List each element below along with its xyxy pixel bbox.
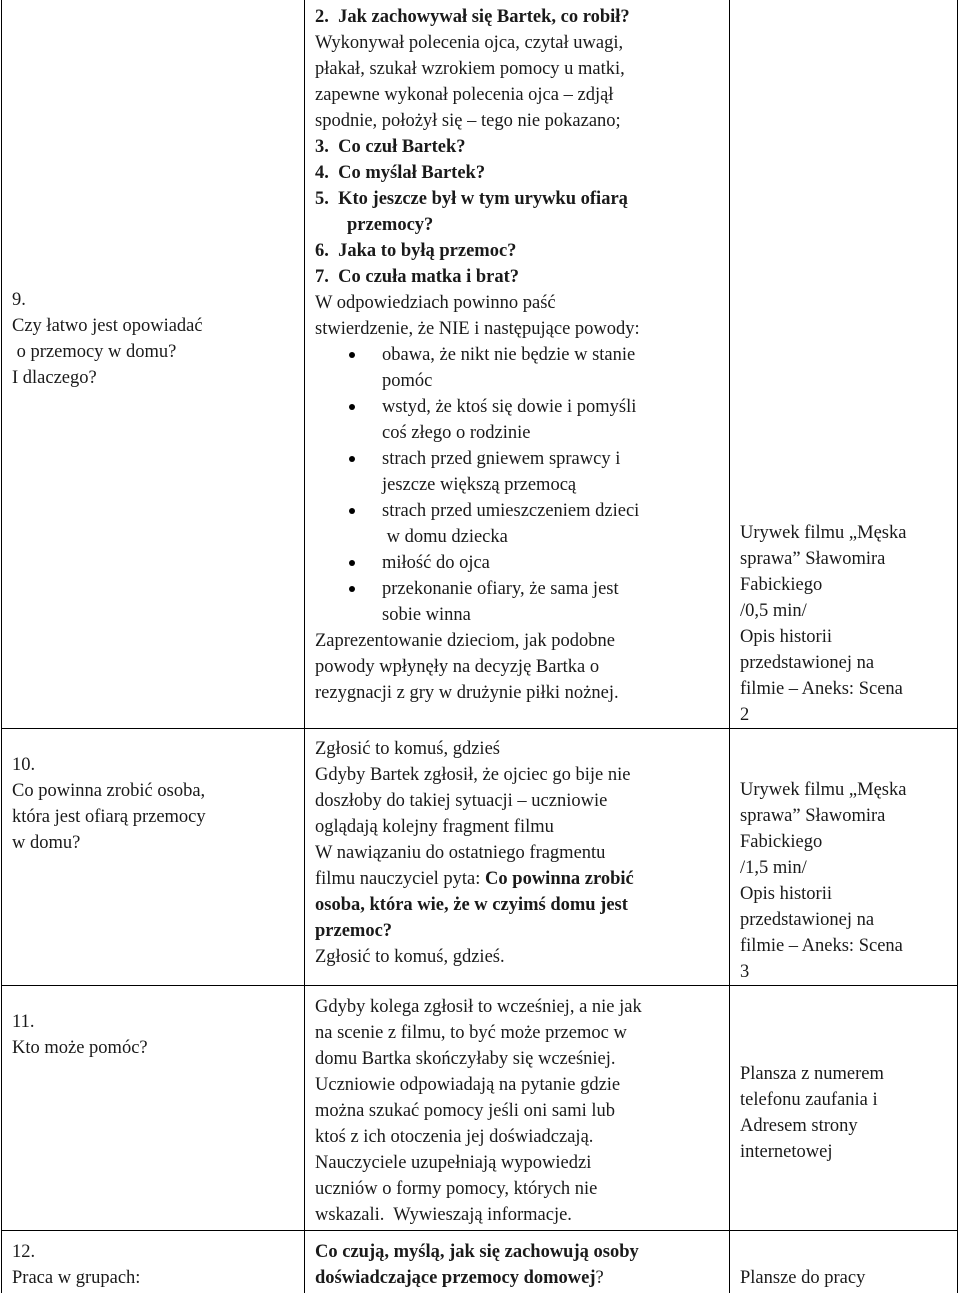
reason-line: strach przed umieszczeniem dzieci (382, 501, 640, 521)
bullet-icon (349, 586, 355, 592)
reason-line: jeszcze większą przemocą (382, 475, 577, 495)
reason-line: strach przed gniewem sprawcy i (382, 449, 621, 469)
material-line: internetowej (740, 1142, 833, 1162)
material-line: filmie – Aneks: Scena (740, 936, 903, 956)
summary-line: powody wpłynęły na decyzję Bartka o (315, 657, 600, 677)
reason-line: sobie winna (382, 605, 471, 625)
row-11-number: 11. (12, 1012, 35, 1032)
content-line: domu Bartka skończyłaby się wcześniej. (315, 1049, 616, 1069)
table-border-right (957, 0, 958, 1293)
content-line: na scenie z filmu, to być może przemoc w (315, 1023, 627, 1043)
content-line: Nauczyciele uzupełniają wypowiedzi (315, 1153, 592, 1173)
content-line: doszłoby do takiej sytuacji – uczniowie (315, 791, 608, 811)
reason-line: pomóc (382, 371, 433, 391)
question-2: 2. Jak zachowywał się Bartek, co robił? (315, 7, 630, 27)
row-12-materials (740, 1265, 865, 1291)
row-12-topic (12, 1239, 140, 1291)
material-line: przedstawionej na (740, 910, 875, 930)
material-line: sprawa” Sławomira (740, 806, 886, 826)
row-9-content (315, 4, 640, 706)
content-line: Uczniowie odpowiadają na pytanie gdzie (315, 1075, 621, 1095)
teacher-question-prefix: filmu nauczyciel pyta: (315, 869, 486, 889)
reason-list-item (315, 446, 640, 498)
group-task-line: Co czują, myślą, jak się zachowują osoby (315, 1242, 639, 1262)
group-task-line (315, 1265, 639, 1291)
content-line: oglądają kolejny fragment filmu (315, 817, 554, 837)
table-border-left (1, 0, 2, 1293)
material-line: /1,5 min/ (740, 858, 807, 878)
reason-list-item (315, 394, 640, 446)
answer-line: zapewne wykonał polecenia ojca – zdjął (315, 85, 614, 105)
content-line: Zgłosić to komuś, gdzieś (315, 739, 500, 759)
material-line: /0,5 min/ (740, 601, 807, 621)
material-line: Fabickiego (740, 575, 823, 595)
question-5-cont: przemocy? (347, 215, 434, 235)
material-line: Plansze do pracy (740, 1268, 866, 1288)
reason-list-item (315, 498, 640, 550)
bullet-icon (349, 560, 355, 566)
material-line: Urywek filmu „Męska (740, 523, 907, 543)
content-line: wskazali. Wywieszają informacje. (315, 1205, 572, 1225)
reason-list-item (315, 550, 640, 576)
material-line: Plansza z numerem (740, 1064, 884, 1084)
material-line: telefonu zaufania i (740, 1090, 878, 1110)
material-line: Opis historii (740, 884, 832, 904)
teacher-question-line: osoba, która wie, że w czyimś domu jest (315, 895, 628, 915)
reason-line: obawa, że nikt nie będzie w stanie (382, 345, 636, 365)
reason-list-item (315, 342, 640, 394)
bullet-icon (349, 456, 355, 462)
table-border-col2 (729, 0, 730, 1293)
question-4: 4. Co myślał Bartek? (315, 163, 486, 183)
answer-line: Wykonywał polecenia ojca, czytał uwagi, (315, 33, 624, 53)
teacher-question-bold: Co powinna zrobić (485, 869, 634, 889)
row-9-title-line: o przemocy w domu? (12, 342, 177, 362)
content-line: można szukać pomocy jeśli oni sami lub (315, 1101, 616, 1121)
row-10-title-line: która jest ofiarą przemocy (12, 807, 206, 827)
bullet-icon (349, 404, 355, 410)
material-line: sprawa” Sławomira (740, 549, 886, 569)
content-line: Gdyby Bartek zgłosił, że ojciec go bije nie (315, 765, 631, 785)
row-10-title-line: Co powinna zrobić osoba, (12, 781, 206, 801)
summary-line: rezygnacji z gry w drużynie piłki nożnej. (315, 683, 619, 703)
row-10-title-line: w domu? (12, 833, 81, 853)
content-line: Gdyby kolega zgłosił to wcześniej, a nie jak (315, 997, 642, 1017)
material-line: filmie – Aneks: Scena (740, 679, 903, 699)
row-10-number: 10. (12, 755, 36, 775)
reason-line: w domu dziecka (382, 527, 508, 547)
summary-line: Zaprezentowanie dzieciom, jak podobne (315, 631, 615, 651)
content-line: ktoś z ich otoczenia jej doświadczają. (315, 1127, 594, 1147)
row-11-title-line: Kto może pomóc? (12, 1038, 148, 1058)
row-12-number: 12. (12, 1242, 36, 1262)
question-5: 5. Kto jeszcze był w tym urywku ofiarą (315, 189, 628, 209)
row-11-materials (740, 1061, 884, 1165)
row-10-content (315, 736, 634, 970)
row-11-content (315, 994, 642, 1228)
reason-list-item (315, 576, 640, 628)
answer-line: spodnie, położył się – tego nie pokazano; (315, 111, 621, 131)
intro-line: W odpowiedziach powinno paść (315, 293, 556, 313)
table-border-row-bottom-10 (1, 985, 958, 986)
table-border-row-bottom-9 (1, 728, 958, 729)
row-9-materials (740, 520, 906, 728)
material-line: Adresem strony (740, 1116, 858, 1136)
row-9-title-line: I dlaczego? (12, 368, 97, 388)
teacher-question-line (315, 866, 634, 892)
bullet-icon (349, 352, 355, 358)
question-7: 7. Co czuła matka i brat? (315, 267, 519, 287)
row-12-content (315, 1239, 639, 1291)
reason-line: miłość do ojca (382, 553, 490, 573)
material-line: Urywek filmu „Męska (740, 780, 907, 800)
row-10-topic (12, 752, 206, 856)
row-9-number: 9. (12, 290, 26, 310)
material-line: Fabickiego (740, 832, 823, 852)
table-border-col1 (304, 0, 305, 1293)
group-task-tail: ? (595, 1268, 604, 1288)
content-line: Zgłosić to komuś, gdzieś. (315, 947, 505, 967)
row-9-title-line: Czy łatwo jest opowiadać (12, 316, 203, 336)
content-line: uczniów o formy pomocy, których nie (315, 1179, 598, 1199)
material-line: Opis historii (740, 627, 832, 647)
reason-line: wstyd, że ktoś się dowie i pomyśli (382, 397, 637, 417)
question-6: 6. Jaka to byłą przemoc? (315, 241, 517, 261)
row-9-topic (12, 287, 203, 391)
table-border-row-bottom-11 (1, 1230, 958, 1231)
material-line: 3 (740, 962, 750, 982)
group-task-bold: doświadczające przemocy domowej (315, 1268, 596, 1288)
intro-line: stwierdzenie, że NIE i następujące powody: (315, 319, 640, 339)
bullet-icon (349, 508, 355, 514)
material-line: przedstawionej na (740, 653, 875, 673)
content-line: W nawiązaniu do ostatniego fragmentu (315, 843, 606, 863)
row-10-materials (740, 777, 906, 985)
row-12-title-line: Praca w grupach: (12, 1268, 141, 1288)
answer-line: płakał, szukał wzrokiem pomocy u matki, (315, 59, 625, 79)
material-line: 2 (740, 705, 750, 725)
row-11-topic (12, 1009, 148, 1061)
reason-line: przekonanie ofiary, że sama jest (382, 579, 619, 599)
question-3: 3. Co czuł Bartek? (315, 137, 466, 157)
teacher-question-line: przemoc? (315, 921, 393, 941)
reason-line: coś złego o rodzinie (382, 423, 531, 443)
